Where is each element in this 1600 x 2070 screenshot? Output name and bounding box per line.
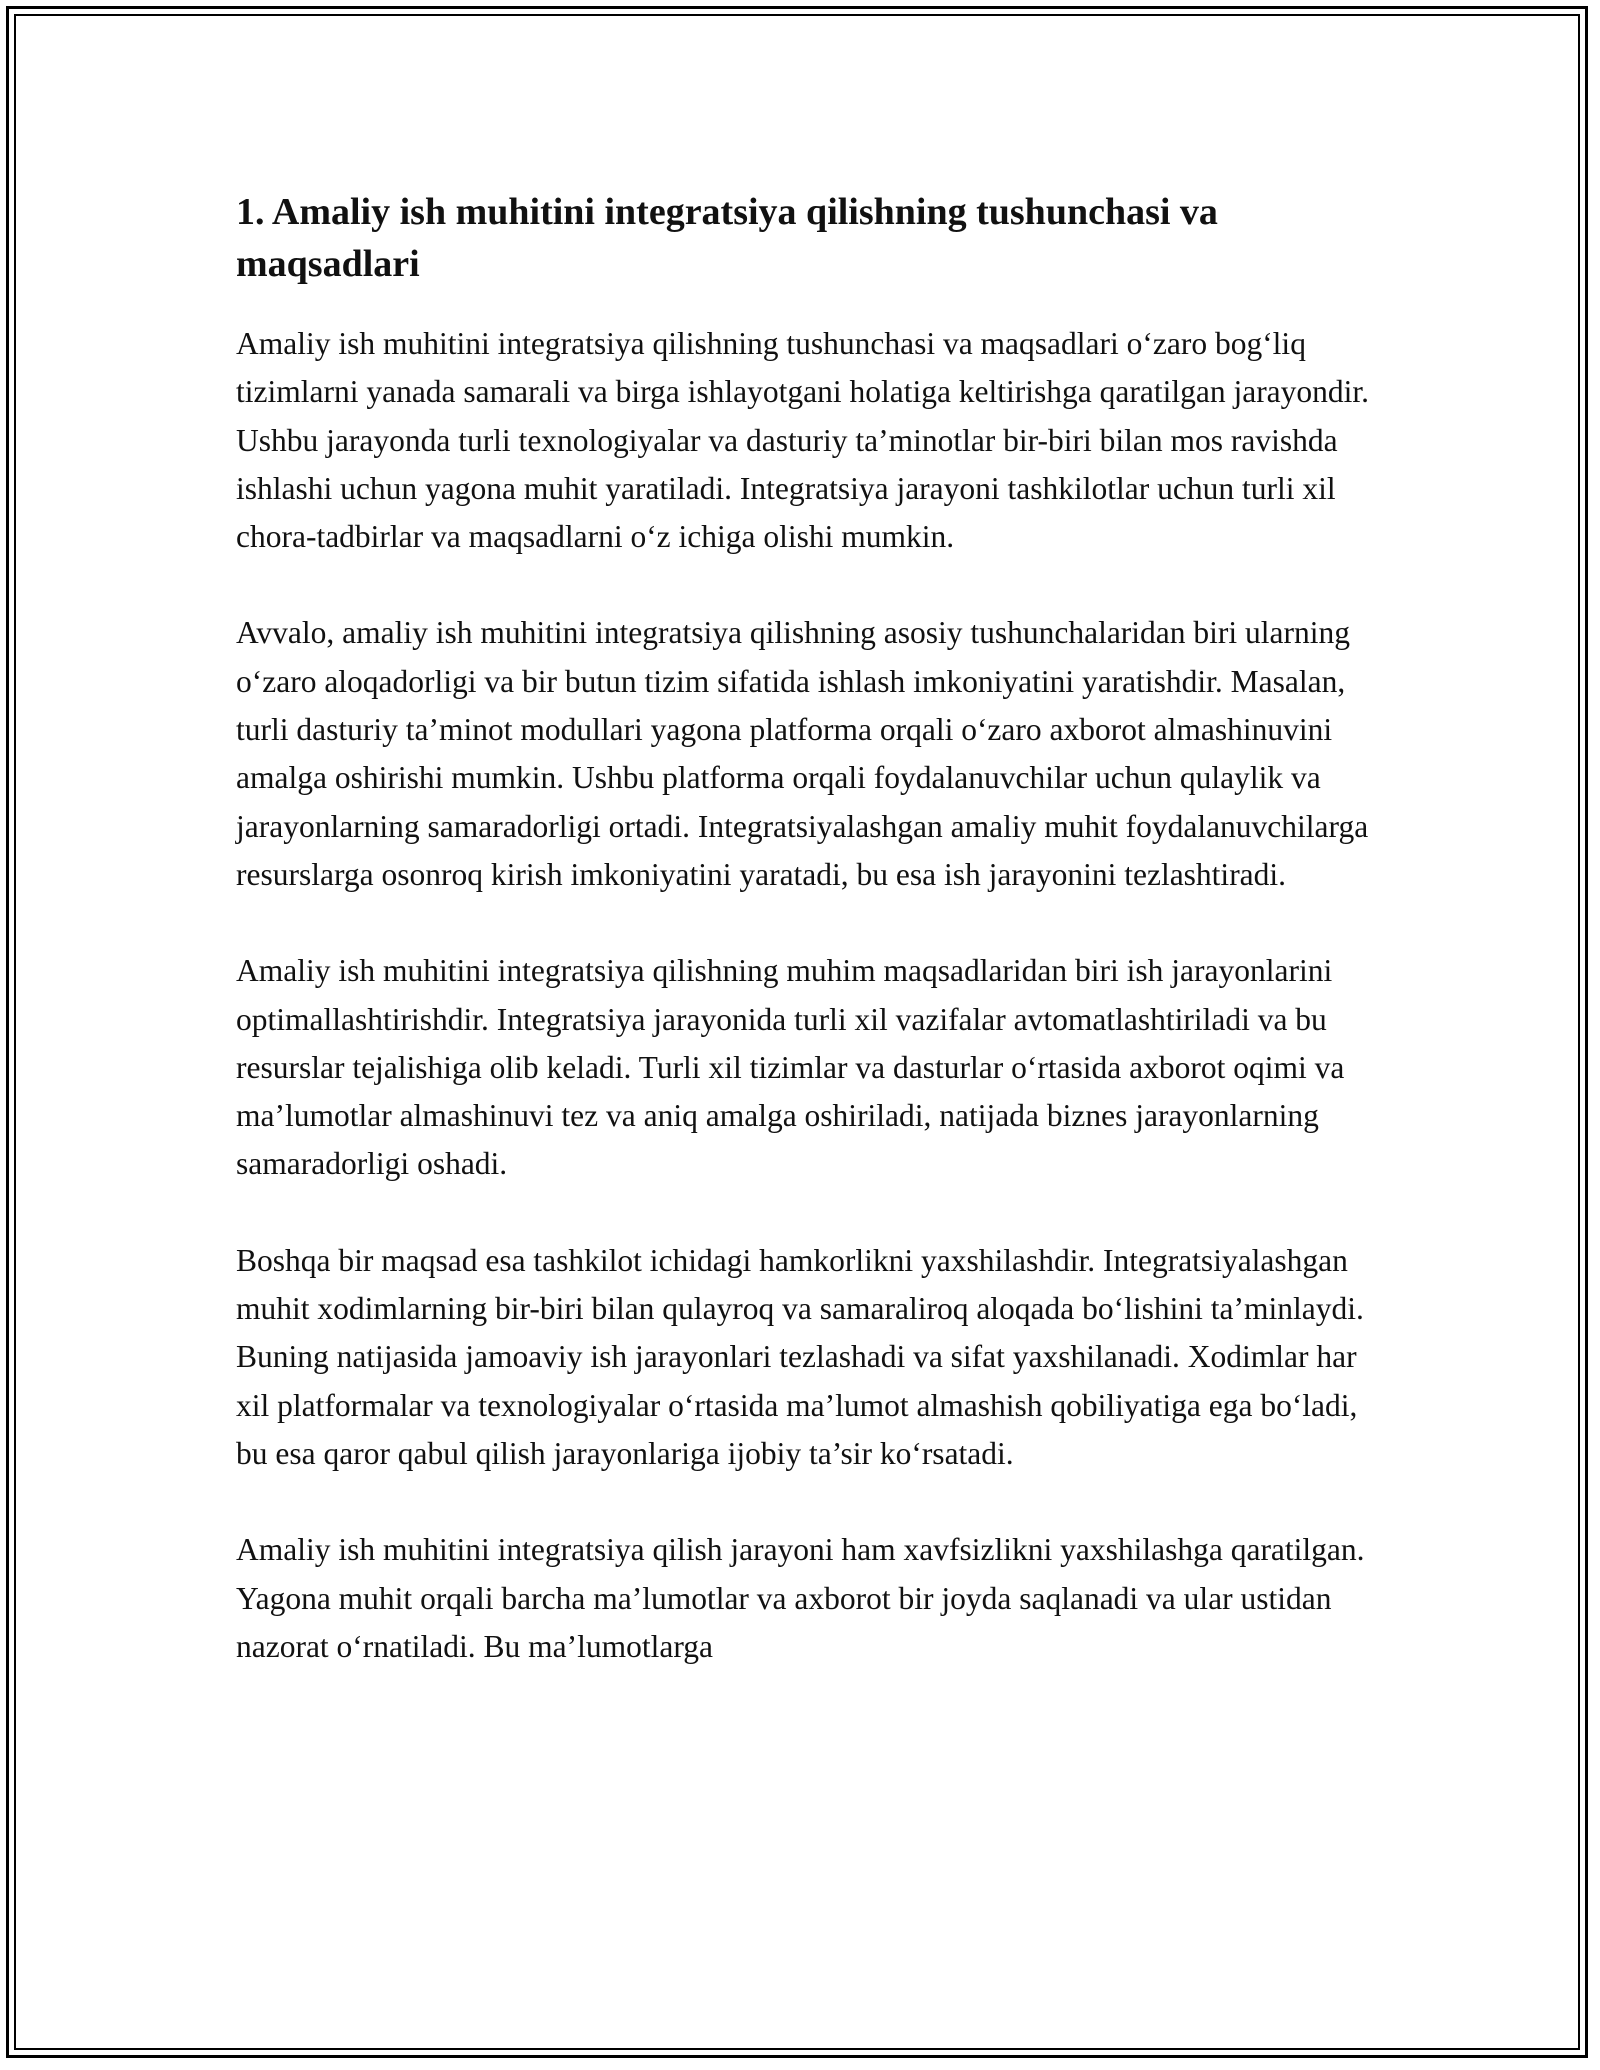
document-body: [236, 186, 1376, 1719]
paragraph-1: Amaliy ish muhitini integratsiya qilishning tushunchasi va maqsadlari o‘zaro bog‘liq tizimlarni yanada samarali va birga ishlayotgani holatiga keltirishga qaratilgan jarayondir. Ushbu jarayonda turli texnologiyalar va dasturiy ta’minotlar bir-biri bilan mos ravishda ishlashi uchun yagona muhit yaratiladi. Integratsiya jarayoni tashkilotlar uchun turli xil chora-tadbirlar va maqsadlarni o‘z ichiga olishi mumkin.: [236, 326, 1370, 555]
paragraph-3: Amaliy ish muhitini integratsiya qilishning muhim maqsadlaridan biri ish jarayonlarini optimallashtirishdir. Integratsiya jarayonida turli xil vazifalar avtomatlashtiriladi va bu resurslar tejalishiga olib keladi. Turli xil tizimlar va dasturlar o‘rtasida axborot oqimi va ma’lumotlar almashinuvi tez va aniq amalga oshiriladi, natijada biznes jarayonlarning samaradorligi oshadi.: [236, 953, 1345, 1182]
paragraph-4: Boshqa bir maqsad esa tashkilot ichidagi hamkorlikni yaxshilashdir. Integratsiyalashgan muhit xodimlarning bir-biri bilan qulayroq va samaraliroq aloqada bo‘lishini ta’minlaydi. Buning natijasida jamoaviy ish jarayonlari tezlashadi va sifat yaxshilanadi. Xodimlar har xil platformalar va texnologiyalar o‘rtasida ma’lumot almashish qobiliyatiga ega bo‘ladi, bu esa qaror qabul qilish jarayonlariga ijobiy ta’sir ko‘rsatadi.: [236, 1242, 1364, 1471]
section-heading: 1. Amaliy ish muhitini integratsiya qilishning tushunchasi va maqsadlari: [236, 191, 1218, 285]
paragraph-2: Avvalo, amaliy ish muhitini integratsiya qilishning asosiy tushunchalaridan biri ularning o‘zaro aloqadorligi va bir butun tizim sifatida ishlash imkoniyatini yaratishdir. Masalan, turli dasturiy ta’minot modullari yagona platforma orqali o‘zaro axborot almashinuvini amalga oshirishi mumkin. Ushbu platforma orqali foydalanuvchilar uchun qulaylik va jarayonlarning samaradorligi ortadi. Integratsiyalashgan amaliy muhit foydalanuvchilarga resurslarga osonroq kirish imkoniyatini yaratadi, bu esa ish jarayonini tezlashtiradi.: [236, 615, 1369, 892]
paragraph-5: Amaliy ish muhitini integratsiya qilish jarayoni ham xavfsizlikni yaxshilashga qaratilgan. Yagona muhit orqali barcha ma’lumotlar va axborot bir joyda saqlanadi va ular ustidan nazorat o‘rnatiladi. Bu ma’lumotlarga: [236, 1532, 1365, 1664]
